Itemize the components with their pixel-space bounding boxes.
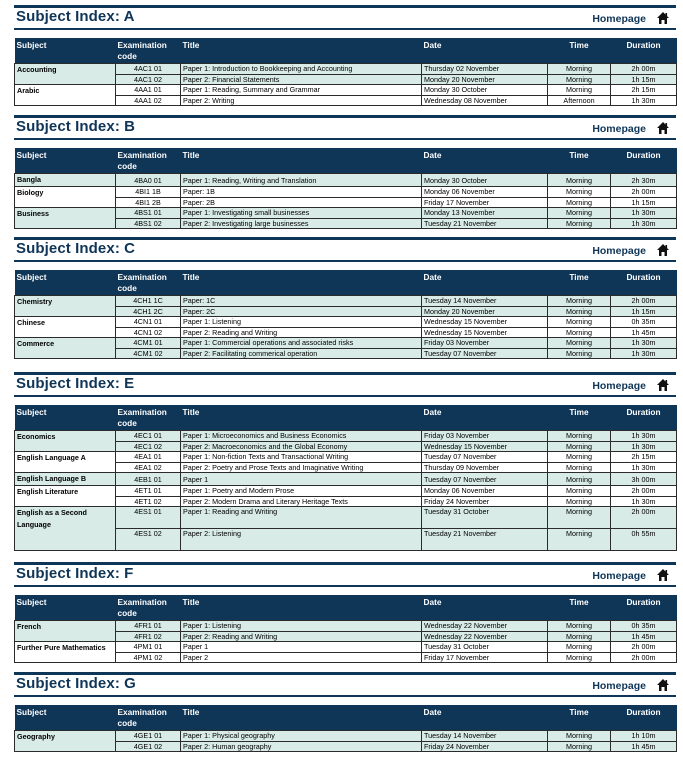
exam-duration: 0h 35m: [611, 317, 677, 328]
subject-index-section: [14, 237, 676, 358]
paper-title: Paper 1: Listening: [181, 317, 422, 328]
subject-name: Geography: [15, 731, 116, 752]
exam-date: Tuesday 07 November: [422, 473, 548, 486]
exam-date: Tuesday 14 November: [422, 296, 548, 307]
paper-title: Paper 1: [181, 642, 422, 653]
exam-time: Morning: [548, 327, 611, 338]
section-header: [14, 237, 676, 262]
col-time: Time: [548, 405, 611, 431]
exam-table: [14, 148, 677, 229]
exam-code: 4BS1 02: [116, 218, 181, 229]
exam-code: 4CN1 02: [116, 327, 181, 338]
exam-duration: 2h 00m: [611, 486, 677, 497]
col-time: Time: [548, 705, 611, 731]
homepage-link[interactable]: Homepage: [592, 245, 646, 257]
exam-table: [14, 270, 677, 359]
col-title: Title: [181, 705, 422, 731]
col-subject: Subject: [15, 148, 116, 174]
col-duration: Duration: [611, 270, 677, 296]
exam-time: Morning: [548, 218, 611, 229]
exam-duration: 0h 35m: [611, 621, 677, 632]
exam-code: 4GE1 01: [116, 731, 181, 742]
exam-table: [14, 595, 677, 663]
exam-time: Morning: [548, 431, 611, 442]
exam-date: Tuesday 07 November: [422, 348, 548, 359]
section-title: Subject Index: C: [16, 240, 136, 257]
exam-duration: 1h 30m: [611, 338, 677, 349]
home-icon[interactable]: [656, 243, 670, 257]
exam-duration: 1h 30m: [611, 95, 677, 106]
subject-index-section: [14, 5, 676, 105]
exam-date: Monday 06 November: [422, 486, 548, 497]
col-examination-code: [116, 270, 181, 296]
exam-date: Thursday 02 November: [422, 64, 548, 75]
section-title: Subject Index: B: [16, 118, 136, 135]
exam-duration: 1h 30m: [611, 208, 677, 219]
col-examination-label: Examination: [117, 150, 167, 160]
exam-code: 4CN1 01: [116, 317, 181, 328]
exam-date: Monday 30 October: [422, 85, 548, 96]
exam-date: Tuesday 21 November: [422, 529, 548, 551]
paper-title: Paper 1: [181, 473, 422, 486]
col-subject: Subject: [15, 270, 116, 296]
exam-time: Morning: [548, 621, 611, 632]
exam-date: Friday 24 November: [422, 496, 548, 507]
exam-duration: 1h 30m: [611, 348, 677, 359]
col-code-label: code: [117, 418, 137, 428]
col-subject: Subject: [15, 38, 116, 64]
exam-duration: 2h 00m: [611, 64, 677, 75]
col-subject: Subject: [15, 405, 116, 431]
col-title: Title: [181, 38, 422, 64]
exam-duration: 1h 15m: [611, 306, 677, 317]
exam-time: Morning: [548, 529, 611, 551]
col-duration: Duration: [611, 595, 677, 621]
exam-code: 4GE1 02: [116, 741, 181, 752]
paper-title: Paper: 2C: [181, 306, 422, 317]
exam-code: 4EC1 01: [116, 431, 181, 442]
exam-duration: 2h 00m: [611, 652, 677, 663]
exam-code: 4CM1 01: [116, 338, 181, 349]
exam-time: Morning: [548, 306, 611, 317]
paper-title: Paper 2: Writing: [181, 95, 422, 106]
subject-index-section: [14, 672, 676, 751]
paper-title: Paper 1: Introduction to Bookkeeping and Accounting: [181, 64, 422, 75]
col-code-label: code: [117, 283, 137, 293]
exam-code: 4ES1 02: [116, 529, 181, 551]
exam-date: Wednesday 22 November: [422, 631, 548, 642]
col-examination-code: [116, 148, 181, 174]
exam-code: 4AA1 02: [116, 95, 181, 106]
exam-code: 4AC1 01: [116, 64, 181, 75]
exam-time: Morning: [548, 452, 611, 463]
col-code-label: code: [117, 161, 137, 171]
paper-title: Paper 1: Non-fiction Texts and Transactional Writing: [181, 452, 422, 463]
home-icon[interactable]: [656, 11, 670, 25]
exam-time: Afternoon: [548, 95, 611, 106]
table-row: [15, 338, 677, 349]
subject-name: Further Pure Mathematics: [15, 642, 116, 663]
subject-index-section: [14, 115, 676, 228]
exam-time: Morning: [548, 731, 611, 742]
paper-title: Paper 1: Reading, Summary and Grammar: [181, 85, 422, 96]
exam-duration: 1h 15m: [611, 74, 677, 85]
col-date: Date: [422, 38, 548, 64]
exam-code: 4ET1 02: [116, 496, 181, 507]
exam-code: 4ET1 01: [116, 486, 181, 497]
col-examination-label: Examination: [117, 597, 167, 607]
exam-duration: 1h 10m: [611, 731, 677, 742]
exam-time: Morning: [548, 631, 611, 642]
subject-index-section: [14, 562, 676, 662]
col-code-label: code: [117, 608, 137, 618]
exam-code: 4CH1 1C: [116, 296, 181, 307]
exam-duration: 1h 30m: [611, 496, 677, 507]
exam-time: Morning: [548, 64, 611, 75]
paper-title: Paper 1: Microeconomics and Business Economics: [181, 431, 422, 442]
exam-duration: 2h 00m: [611, 642, 677, 653]
section-header: [14, 372, 676, 397]
exam-duration: 2h 15m: [611, 452, 677, 463]
section-header: [14, 672, 676, 697]
exam-time: Morning: [548, 197, 611, 208]
exam-date: Wednesday 15 November: [422, 441, 548, 452]
table-row: [15, 85, 677, 96]
exam-time: Morning: [548, 741, 611, 752]
exam-time: Morning: [548, 462, 611, 473]
table-header-row: [15, 405, 677, 431]
exam-date: Monday 13 November: [422, 208, 548, 219]
paper-title: Paper 2: Reading and Writing: [181, 631, 422, 642]
paper-title: Paper 1: Investigating small businesses: [181, 208, 422, 219]
col-examination-label: Examination: [117, 707, 167, 717]
subject-index-section: [14, 372, 676, 538]
table-row: [15, 507, 677, 529]
exam-date: Wednesday 15 November: [422, 327, 548, 338]
section-title: Subject Index: G: [16, 675, 136, 692]
section-header: [14, 562, 676, 587]
exam-date: Tuesday 07 November: [422, 452, 548, 463]
exam-code: 4FR1 01: [116, 621, 181, 632]
exam-duration: 2h 15m: [611, 85, 677, 96]
col-examination-code: [116, 38, 181, 64]
col-date: Date: [422, 148, 548, 174]
section-header: [14, 5, 676, 30]
homepage-link[interactable]: Homepage: [592, 123, 646, 135]
exam-duration: 2h 30m: [611, 174, 677, 187]
table-header-row: [15, 270, 677, 296]
exam-code: 4BS1 01: [116, 208, 181, 219]
exam-time: Morning: [548, 348, 611, 359]
col-examination-code: [116, 595, 181, 621]
exam-date: Monday 20 November: [422, 74, 548, 85]
col-time: Time: [548, 270, 611, 296]
col-title: Title: [181, 405, 422, 431]
exam-duration: 3h 00m: [611, 473, 677, 486]
col-title: Title: [181, 270, 422, 296]
col-date: Date: [422, 270, 548, 296]
exam-time: Morning: [548, 208, 611, 219]
paper-title: Paper 1: Poetry and Modern Prose: [181, 486, 422, 497]
paper-title: Paper 1: Physical geography: [181, 731, 422, 742]
subject-name: Chinese: [15, 317, 116, 338]
col-time: Time: [548, 38, 611, 64]
exam-date: Tuesday 21 November: [422, 218, 548, 229]
table-row: [15, 486, 677, 497]
exam-code: 4CM1 02: [116, 348, 181, 359]
home-icon[interactable]: [656, 121, 670, 135]
paper-title: Paper 1: Listening: [181, 621, 422, 632]
exam-date: Thursday 09 November: [422, 462, 548, 473]
exam-time: Morning: [548, 486, 611, 497]
exam-code: 4BI1 1B: [116, 187, 181, 198]
exam-code: 4PM1 01: [116, 642, 181, 653]
exam-duration: 1h 30m: [611, 431, 677, 442]
subject-name: Business: [15, 208, 116, 229]
exam-duration: 2h 00m: [611, 296, 677, 307]
col-duration: Duration: [611, 405, 677, 431]
section-title: Subject Index: A: [16, 8, 135, 25]
col-time: Time: [548, 595, 611, 621]
exam-time: Morning: [548, 642, 611, 653]
exam-time: Morning: [548, 338, 611, 349]
exam-duration: 1h 30m: [611, 218, 677, 229]
col-title: Title: [181, 148, 422, 174]
exam-code: 4EA1 02: [116, 462, 181, 473]
col-duration: Duration: [611, 705, 677, 731]
home-icon[interactable]: [656, 568, 670, 582]
exam-duration: 1h 45m: [611, 741, 677, 752]
paper-title: Paper 2: Listening: [181, 529, 422, 551]
col-code-label: code: [117, 718, 137, 728]
paper-title: Paper 2: Poetry and Prose Texts and Imaginative Writing: [181, 462, 422, 473]
exam-time: Morning: [548, 441, 611, 452]
subject-name: English Language B: [15, 473, 116, 486]
table-header-row: [15, 148, 677, 174]
subject-name: Biology: [15, 187, 116, 208]
exam-duration: 1h 30m: [611, 441, 677, 452]
exam-time: Morning: [548, 473, 611, 486]
exam-date: Monday 06 November: [422, 187, 548, 198]
subject-name: Economics: [15, 431, 116, 452]
table-row: [15, 317, 677, 328]
paper-title: Paper 2: Facilitating commerical operation: [181, 348, 422, 359]
col-code-label: code: [117, 51, 137, 61]
section-header: [14, 115, 676, 140]
table-row: [15, 473, 677, 486]
exam-time: Morning: [548, 174, 611, 187]
table-row: [15, 642, 677, 653]
exam-date: Wednesday 08 November: [422, 95, 548, 106]
col-examination-label: Examination: [117, 272, 167, 282]
col-examination-label: Examination: [117, 40, 167, 50]
exam-duration: 0h 55m: [611, 529, 677, 551]
section-title: Subject Index: F: [16, 565, 134, 582]
col-date: Date: [422, 405, 548, 431]
homepage-link[interactable]: Homepage: [592, 13, 646, 25]
col-date: Date: [422, 595, 548, 621]
paper-title: Paper 1: Reading, Writing and Translation: [181, 174, 422, 187]
exam-table: [14, 38, 677, 106]
homepage-link[interactable]: Homepage: [592, 570, 646, 582]
exam-time: Morning: [548, 74, 611, 85]
exam-date: Tuesday 14 November: [422, 731, 548, 742]
col-time: Time: [548, 148, 611, 174]
exam-time: Morning: [548, 652, 611, 663]
exam-code: 4BI1 2B: [116, 197, 181, 208]
exam-date: Friday 17 November: [422, 652, 548, 663]
exam-time: Morning: [548, 296, 611, 307]
exam-code: 4CH1 2C: [116, 306, 181, 317]
table-header-row: [15, 595, 677, 621]
exam-duration: 1h 30m: [611, 462, 677, 473]
exam-duration: 1h 45m: [611, 327, 677, 338]
exam-duration: 2h 00m: [611, 187, 677, 198]
table-row: [15, 452, 677, 463]
paper-title: Paper 1: Reading and Writing: [181, 507, 422, 529]
exam-date: Friday 03 November: [422, 338, 548, 349]
exam-date: Tuesday 31 October: [422, 507, 548, 529]
exam-table: [14, 705, 677, 752]
exam-code: 4EA1 01: [116, 452, 181, 463]
exam-code: 4EB1 01: [116, 473, 181, 486]
exam-date: Tuesday 31 October: [422, 642, 548, 653]
paper-title: Paper 2: Investigating large businesses: [181, 218, 422, 229]
paper-title: Paper: 1B: [181, 187, 422, 198]
exam-code: 4FR1 02: [116, 631, 181, 642]
exam-duration: 1h 45m: [611, 631, 677, 642]
paper-title: Paper 2: Financial Statements: [181, 74, 422, 85]
homepage-link[interactable]: Homepage: [592, 680, 646, 692]
paper-title: Paper 2: [181, 652, 422, 663]
col-title: Title: [181, 595, 422, 621]
subject-name: English Literature: [15, 486, 116, 507]
exam-time: Morning: [548, 507, 611, 529]
exam-date: Monday 30 October: [422, 174, 548, 187]
home-icon[interactable]: [656, 378, 670, 392]
col-duration: Duration: [611, 38, 677, 64]
home-icon[interactable]: [656, 678, 670, 692]
subject-name: Chemistry: [15, 296, 116, 317]
exam-time: Morning: [548, 317, 611, 328]
subject-name: Arabic: [15, 85, 116, 106]
paper-title: Paper 1: Commercial operations and associated risks: [181, 338, 422, 349]
exam-code: 4PM1 02: [116, 652, 181, 663]
exam-duration: 1h 15m: [611, 197, 677, 208]
paper-title: Paper 2: Macroeconomics and the Global Economy: [181, 441, 422, 452]
paper-title: Paper: 2B: [181, 197, 422, 208]
exam-code: 4EC1 02: [116, 441, 181, 452]
table-row: [15, 431, 677, 442]
exam-code: 4BA0 01: [116, 174, 181, 187]
table-row: [15, 174, 677, 187]
table-header-row: [15, 38, 677, 64]
exam-code: 4AA1 01: [116, 85, 181, 96]
table-row: [15, 731, 677, 742]
col-examination-label: Examination: [117, 407, 167, 417]
paper-title: Paper 2: Modern Drama and Literary Heritage Texts: [181, 496, 422, 507]
exam-code: 4AC1 02: [116, 74, 181, 85]
subject-name: English as a Second Language: [15, 507, 116, 551]
table-row: [15, 208, 677, 219]
table-row: [15, 187, 677, 198]
paper-title: Paper 2: Reading and Writing: [181, 327, 422, 338]
table-row: [15, 621, 677, 632]
col-date: Date: [422, 705, 548, 731]
col-duration: Duration: [611, 148, 677, 174]
subject-name: English Language A: [15, 452, 116, 473]
section-title: Subject Index: E: [16, 375, 135, 392]
paper-title: Paper 2: Human geography: [181, 741, 422, 752]
exam-date: Friday 17 November: [422, 197, 548, 208]
table-row: [15, 296, 677, 307]
exam-time: Morning: [548, 496, 611, 507]
subject-name: Bangla: [15, 174, 116, 187]
exam-date: Monday 20 November: [422, 306, 548, 317]
table-row: [15, 64, 677, 75]
subject-name: Commerce: [15, 338, 116, 359]
subject-name: Accounting: [15, 64, 116, 85]
exam-table: [14, 405, 677, 551]
homepage-link[interactable]: Homepage: [592, 380, 646, 392]
col-subject: Subject: [15, 595, 116, 621]
table-header-row: [15, 705, 677, 731]
col-examination-code: [116, 705, 181, 731]
col-examination-code: [116, 405, 181, 431]
col-subject: Subject: [15, 705, 116, 731]
exam-time: Morning: [548, 85, 611, 96]
exam-code: 4ES1 01: [116, 507, 181, 529]
exam-time: Morning: [548, 187, 611, 198]
exam-date: Wednesday 22 November: [422, 621, 548, 632]
subject-name: French: [15, 621, 116, 642]
exam-duration: 2h 00m: [611, 507, 677, 529]
exam-date: Friday 03 November: [422, 431, 548, 442]
paper-title: Paper: 1C: [181, 296, 422, 307]
exam-date: Friday 24 November: [422, 741, 548, 752]
exam-date: Wednesday 15 November: [422, 317, 548, 328]
